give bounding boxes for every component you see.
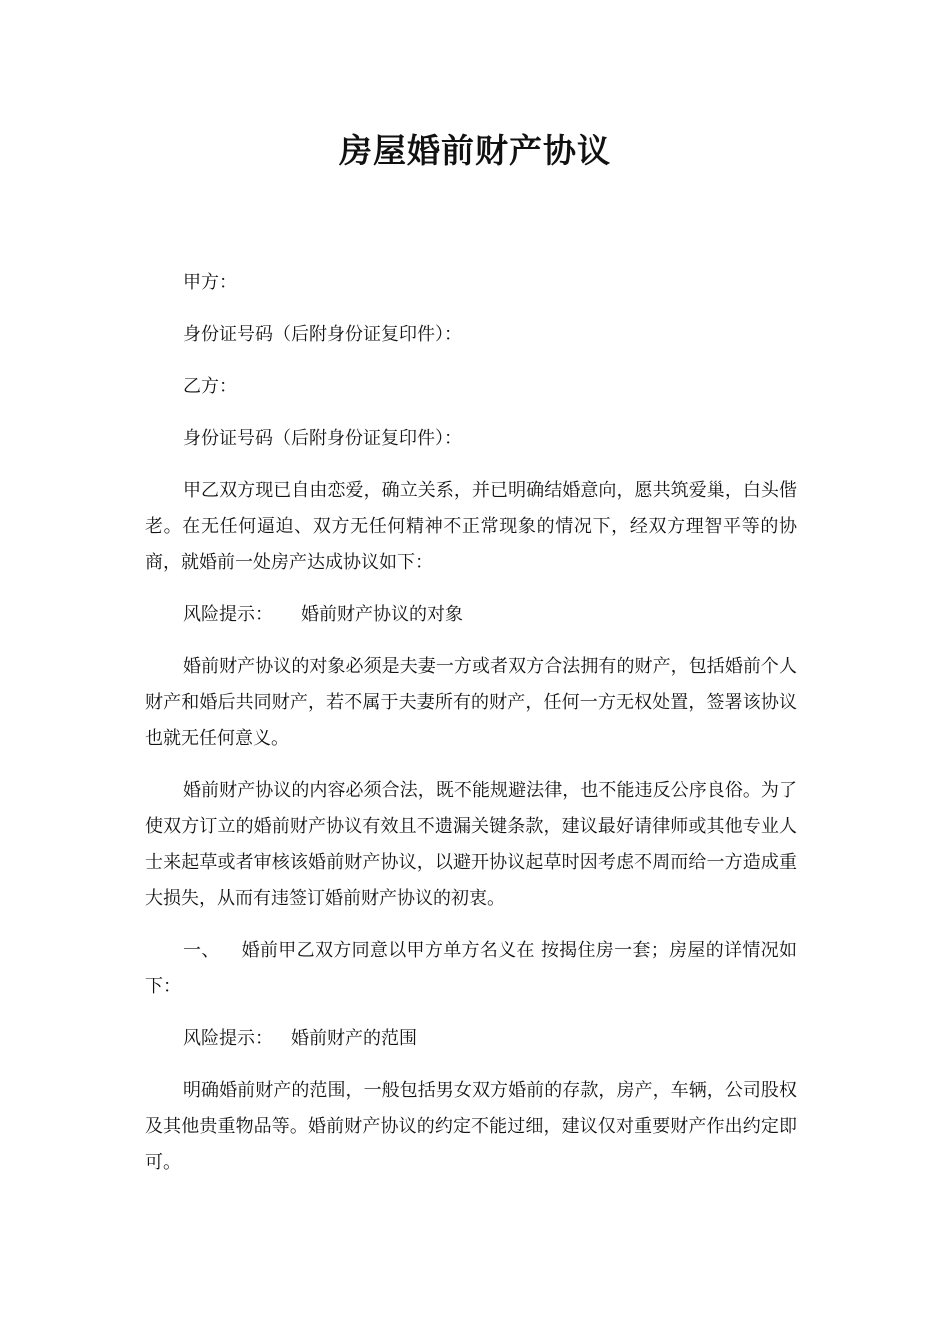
risk-tip-2-title: 婚前财产的范围 [291,1028,417,1049]
risk-tip-1-heading [145,597,797,633]
clause-1-number: 一、 [183,940,220,961]
risk-tip-2-heading [145,1021,797,1057]
preamble-paragraph: 甲乙双方现已自由恋爱，确立关系，并已明确结婚意向，愿共筑爱巢，白头偕老。在无任何逼迫、双方无任何精神不正常现象的情况下，经双方理智平等的协商，就婚前一处房产达成协议如下： [145,480,797,573]
risk-tip-2-label: 风险提示： [183,1028,273,1049]
document-title: 房屋婚前财产协议 [339,131,611,170]
document-body [145,265,797,1181]
party-a-id-line: 身份证号码（后附身份证复印件）： [183,324,462,345]
risk-tip-2-paragraph-1: 明确婚前财产的范围，一般包括男女双方婚前的存款，房产，车辆，公司股权及其他贵重物品等。婚前财产协议的约定不能过细，建议仅对重要财产作出约定即可。 [145,1080,797,1173]
risk-tip-1-paragraph-1: 婚前财产协议的对象必须是夫妻一方或者双方合法拥有的财产，包括婚前个人财产和婚后共同财产，若不属于夫妻所有的财产，任何一方无权处置，签署该协议也就无任何意义。 [145,656,797,749]
clause-1 [145,933,797,1005]
risk-tip-1-paragraph-2: 婚前财产协议的内容必须合法，既不能规避法律，也不能违反公序良俗。为了使双方订立的婚前财产协议有效且不遗漏关键条款，建议最好请律师或其他专业人士来起草或者审核该婚前财产协议，以避开协议起草时因考虑不周而给一方造成重大损失，从而有违签订婚前财产协议的初衷。 [145,780,797,909]
risk-tip-1-title: 婚前财产协议的对象 [301,604,463,625]
clause-1-text: 婚前甲乙双方同意以甲方单方名义在 按揭住房一套；房屋的详情况如下： [145,940,798,997]
party-a-line: 甲方： [183,272,237,293]
party-b-id-line: 身份证号码（后附身份证复印件）： [183,428,462,449]
party-b-line: 乙方： [183,376,237,397]
risk-tip-1-label: 风险提示： [183,604,273,625]
